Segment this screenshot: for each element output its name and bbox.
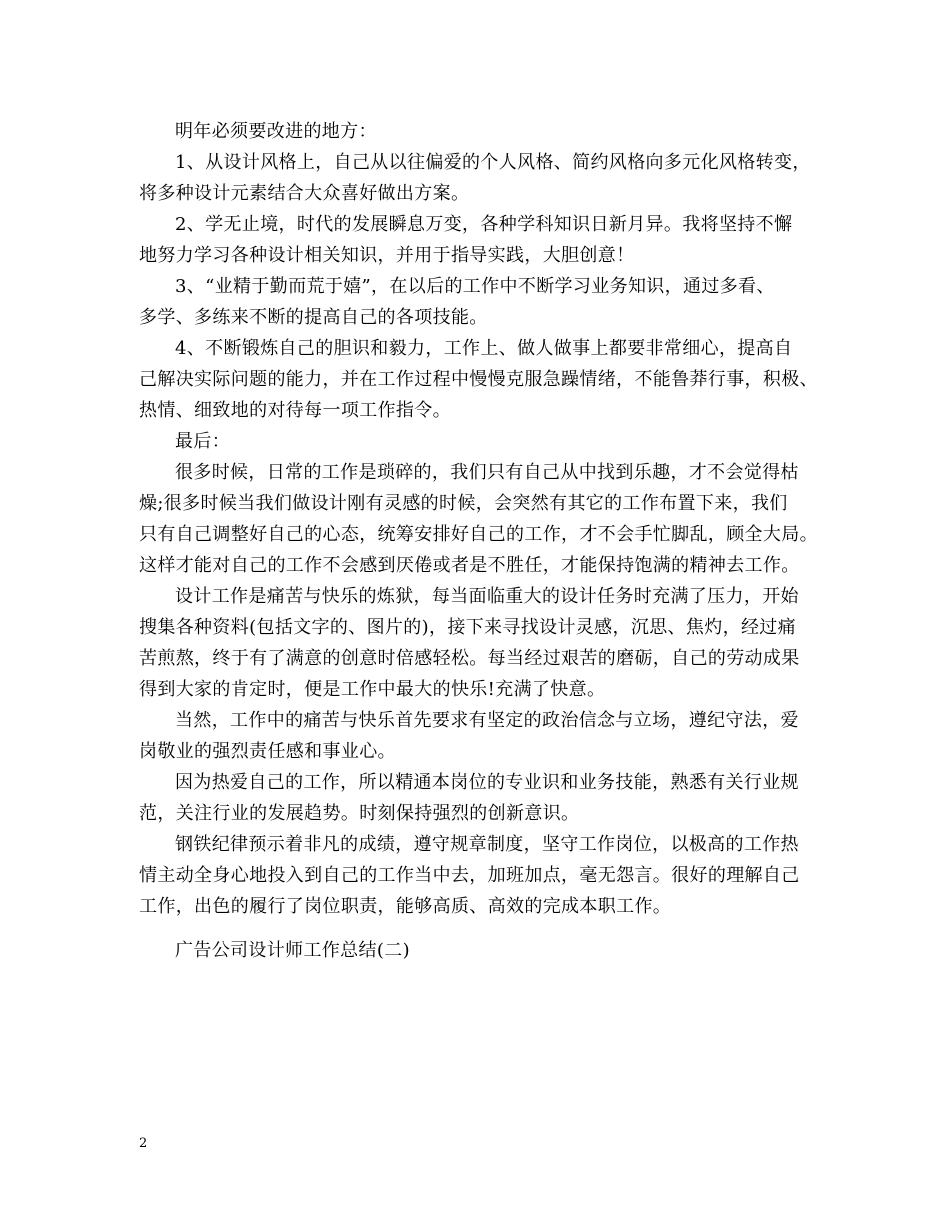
text-line: 情主动全身心地投入到自己的工作当中去，加班加点，毫无怨言。很好的理解自己 xyxy=(139,865,800,886)
text-line: 地努力学习各种设计相关知识，并用于指导实践，大胆创意！ xyxy=(139,245,635,266)
text-line: 范，关注行业的发展趋势。时刻保持强烈的创新意识。 xyxy=(139,803,580,824)
text-line: 3、“业精于勤而荒于嬉”，在以后的工作中不断学习业务知识，通过多看、 xyxy=(175,276,775,297)
text-line: 很多时候，日常的工作是琐碎的，我们只有自己从中找到乐趣，才不会觉得枯 xyxy=(175,462,799,483)
text-line: 设计工作是痛苦与快乐的炼狱，每当面临重大的设计任务时充满了压力，开始 xyxy=(175,586,799,607)
paragraph-heading-finally: 最后： xyxy=(175,431,231,452)
text-line: 燥;很多时候当我们做设计刚有灵感的时候，会突然有其它的工作布置下来，我们 xyxy=(139,493,788,514)
text-line: 1、从设计风格上，自己从以往偏爱的个人风格、简约风格向多元化风格转变， xyxy=(175,152,811,173)
text-line: 将多种设计元素结合大众喜好做出方案。 xyxy=(139,183,470,204)
paragraph-heading-improvements: 明年必须要改进的地方： xyxy=(175,121,377,142)
text-line: 搜集各种资料(包括文字的、图片的)，接下来寻找设计灵感，沉思、焦灼，经过痛 xyxy=(139,617,796,638)
text-line: 4、不断锻炼自己的胆识和毅力，工作上、做人做事上都要非常细心，提高自 xyxy=(175,338,793,359)
text-line: 只有自己调整好自己的心态，统筹安排好自己的工作，才不会手忙脚乱，顾全大局。 xyxy=(139,524,818,545)
text-line: 得到大家的肯定时，便是工作中最大的快乐!充满了快意。 xyxy=(139,679,606,700)
text-line: 苦煎熬，终于有了满意的创意时倍感轻松。每当经过艰苦的磨砺，自己的劳动成果 xyxy=(139,648,800,669)
text-line: 因为热爱自己的工作，所以精通本岗位的专业识和业务技能，熟悉有关行业规 xyxy=(175,772,799,793)
text-line: 岗敬业的强烈责任感和事业心。 xyxy=(139,741,396,762)
section-title: 广告公司设计师工作总结(二) xyxy=(175,940,410,961)
text-line: 己解决实际问题的能力，并在工作过程中慢慢克服急躁情绪，不能鲁莽行事，积极、 xyxy=(139,369,818,390)
text-line: 钢铁纪律预示着非凡的成绩，遵守规章制度，坚守工作岗位，以极高的工作热 xyxy=(175,834,799,855)
line-gap xyxy=(139,922,829,935)
text-line: 工作，出色的履行了岗位职责，能够高质、高效的完成本职工作。 xyxy=(139,896,672,917)
page-number: 2 xyxy=(139,1136,148,1151)
document-body xyxy=(139,116,829,966)
text-line: 多学、多练来不断的提高自己的各项技能。 xyxy=(139,307,488,328)
text-line: 这样才能对自己的工作不会感到厌倦或者是不胜任，才能保持饱满的精神去工作。 xyxy=(139,555,800,576)
text-line: 2、学无止境，时代的发展瞬息万变，各种学科知识日新月异。我将坚持不懈 xyxy=(175,214,793,235)
text-line: 当然，工作中的痛苦与快乐首先要求有坚定的政治信念与立场，遵纪守法，爱 xyxy=(175,710,799,731)
text-line: 热情、细致地的对待每一项工作指令。 xyxy=(139,400,451,421)
